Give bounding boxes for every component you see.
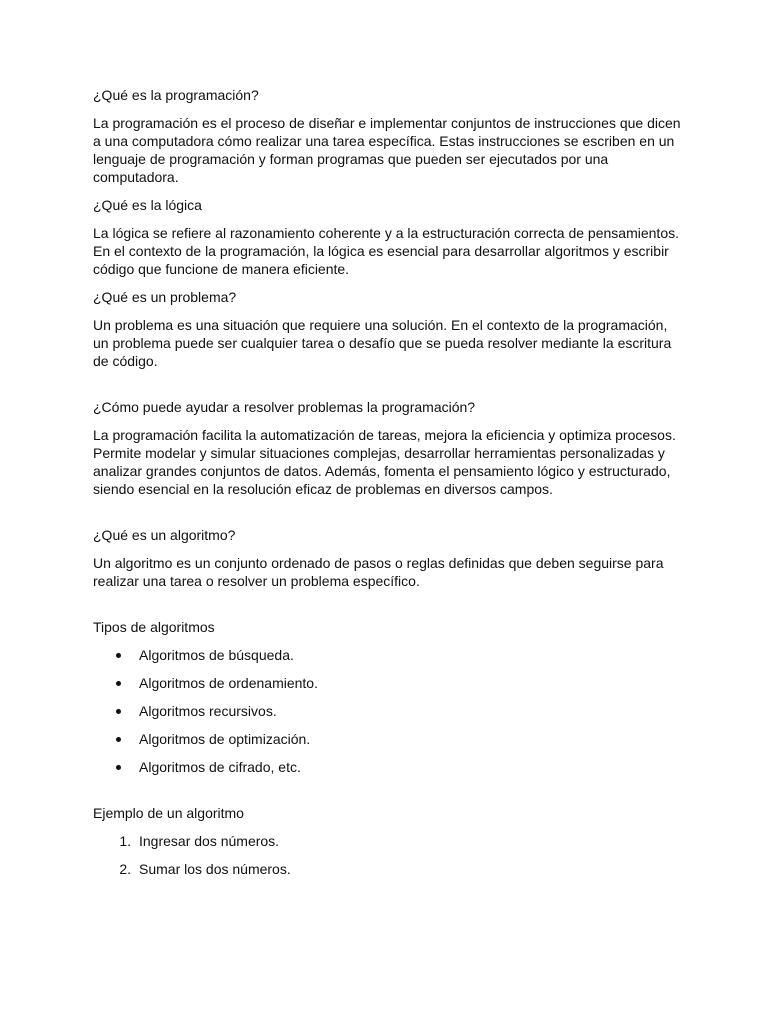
section-body-como-ayuda: La programación facilita la automatización de tareas, mejora la eficiencia y optimiza procesos. Permite modelar y simular situaciones complejas, desarrollar herramientas personalizadas y analizar grandes conjuntos de datos. Además, fomenta el pensamiento lógico y estructurado, siendo esencial en la resolución eficaz de problemas en diversos campos.: [93, 427, 676, 497]
section-heading-logica: ¿Qué es la lógica: [93, 197, 202, 213]
list-item-text: Algoritmos de cifrado, etc.: [139, 759, 301, 775]
list-item-text: Algoritmos de optimización.: [139, 731, 311, 747]
example-steps-list: [93, 832, 683, 878]
step-number: 1.: [119, 833, 131, 849]
spacer: [93, 600, 683, 618]
section-heading-como-ayuda: ¿Cómo puede ayudar a resolver problemas la programación?: [93, 399, 476, 415]
list-item: [93, 730, 683, 748]
section-body-programacion: La programación es el proceso de diseñar e implementar conjuntos de instrucciones que dicen a una computadora cómo realizar una tarea específica. Estas instrucciones se escriben en un lenguaje de programación y forman programas que pueden ser ejecutados por una computadora.: [93, 115, 681, 185]
types-heading: Tipos de algoritmos: [93, 619, 215, 635]
section-body-algoritmo: Un algoritmo es un conjunto ordenado de pasos o reglas definidas que deben seguirse para realizar una tarea o resolver un problema específico.: [93, 555, 664, 589]
list-item: [93, 860, 683, 878]
list-item: [93, 702, 683, 720]
bullet-icon: [116, 709, 121, 714]
step-number: 2.: [119, 861, 131, 877]
list-item-text: Algoritmos de búsqueda.: [139, 647, 294, 663]
step-text: Sumar los dos números.: [139, 861, 291, 877]
section-heading-programacion: ¿Qué es la programación?: [93, 87, 259, 103]
section-body-logica: La lógica se refiere al razonamiento coherente y a la estructuración correcta de pensamientos. En el contexto de la programación, la lógica es esencial para desarrollar algoritmos y escribir código que funcione de manera eficiente.: [93, 225, 679, 277]
section-heading-algoritmo: ¿Qué es un algoritmo?: [93, 527, 236, 543]
bullet-icon: [116, 653, 121, 658]
bullet-icon: [116, 737, 121, 742]
spacer: [93, 786, 683, 804]
spacer: [93, 508, 683, 526]
list-item: [93, 832, 683, 850]
bullet-icon: [116, 681, 121, 686]
list-item-text: Algoritmos recursivos.: [139, 703, 277, 719]
list-item: [93, 646, 683, 664]
example-heading: Ejemplo de un algoritmo: [93, 805, 244, 821]
section-body-problema: Un problema es una situación que requiere una solución. En el contexto de la programación, un problema puede ser cualquier tarea o desafío que se pueda resolver mediante la escritura de código.: [93, 317, 672, 369]
document-page: [93, 86, 683, 888]
list-item: [93, 674, 683, 692]
bullet-icon: [116, 765, 121, 770]
spacer: [93, 380, 683, 398]
types-list: [93, 646, 683, 776]
list-item: [93, 758, 683, 776]
list-item-text: Algoritmos de ordenamiento.: [139, 675, 318, 691]
step-text: Ingresar dos números.: [139, 833, 280, 849]
section-heading-problema: ¿Qué es un problema?: [93, 289, 237, 305]
